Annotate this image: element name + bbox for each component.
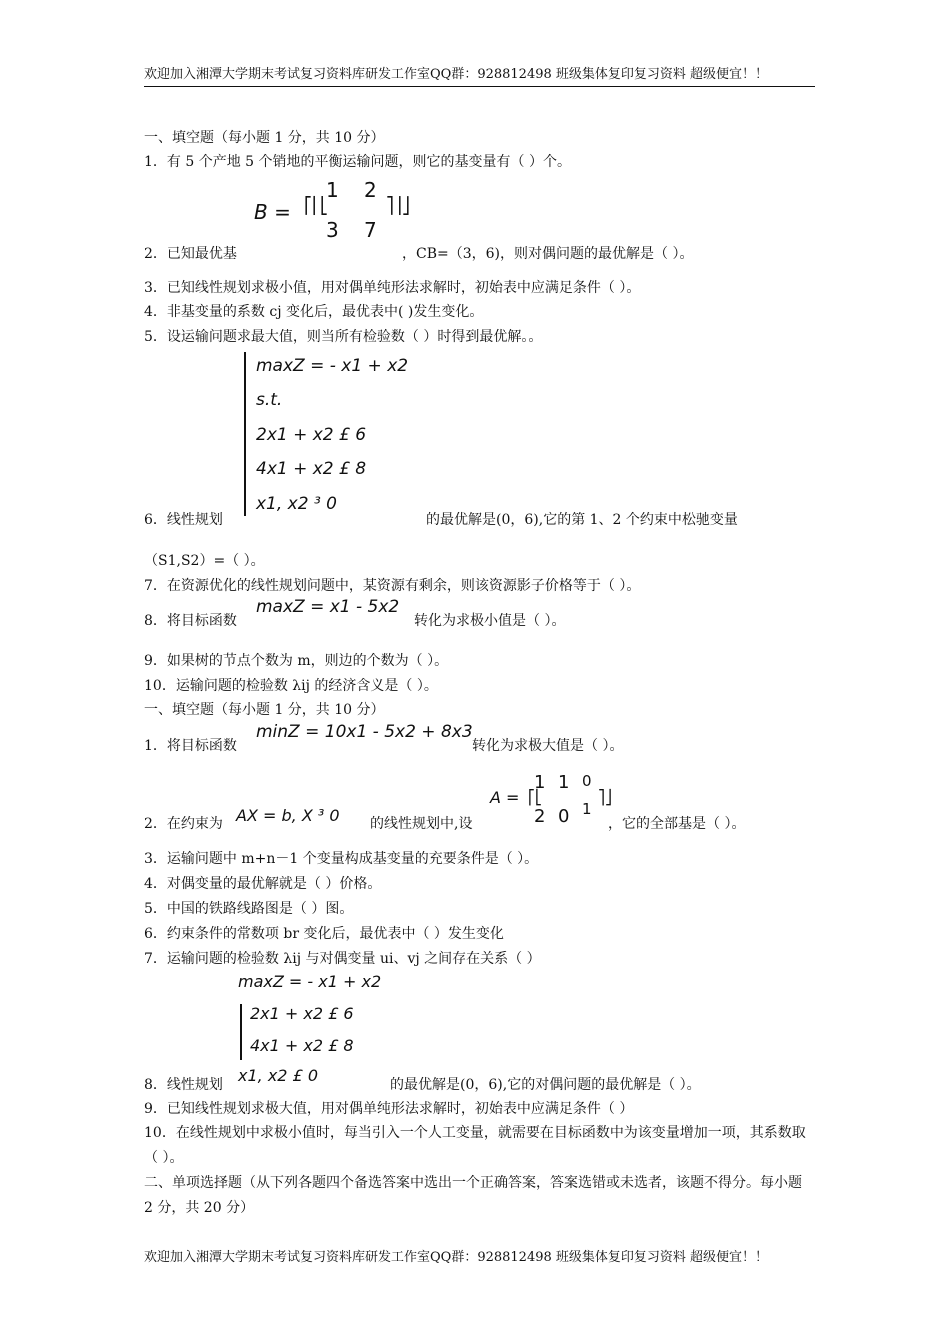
question-6-prefix: 6．线性规划 [144, 512, 223, 528]
question2-2-mid: 的线性规划中,设 [370, 816, 473, 832]
question2-7: 7．运输问题的检验数 λij 与对偶变量 ui、vj 之间存在关系（ ） [144, 951, 541, 967]
section-title-fill-blank: 一、填空题（每小题 1 分，共 10 分） [144, 130, 385, 146]
question2-2-suffix: ，它的全部基是（ ）。 [608, 816, 746, 832]
lp2-constraint-1: 2x1 + x2 £ 6 [250, 1004, 354, 1023]
question2-9: 9．已知线性规划求极大值，用对偶单纯形法求解时，初始表中应满足条件（ ） [144, 1101, 634, 1117]
lp1-objective: maxZ = - x1 + x2 [256, 356, 409, 376]
lp2-objective: maxZ = - x1 + x2 [238, 972, 382, 991]
page-header: 欢迎加入湘潭大学期末考试复习资料库研发工作室QQ群：928812498 班级集体复印复习资料 超级便宜！！ [144, 66, 815, 87]
question-1: 1．有 5 个产地 5 个销地的平衡运输问题，则它的基变量有（ ）个。 [144, 154, 571, 170]
question-10: 10．运输问题的检验数 λij 的经济含义是（ ）。 [144, 678, 438, 694]
question2-3: 3．运输问题中 m+n－1 个变量构成基变量的充要条件是（ ）。 [144, 851, 539, 867]
lp1-constraint-1: 2x1 + x2 £ 6 [256, 425, 367, 445]
question-2-prefix: 2．已知最优基 [144, 246, 237, 262]
section-title-fill-blank-2: 一、填空题（每小题 1 分，共 10 分） [144, 702, 385, 718]
question-6-continuation: （S1,S2）=（ ）。 [144, 553, 265, 569]
question2-8-prefix: 8．线性规划 [144, 1077, 223, 1093]
question2-6: 6．约束条件的常数项 br 变化后，最优表中（ ）发生变化 [144, 926, 504, 942]
question-8-prefix: 8．将目标函数 [144, 613, 237, 629]
question2-5: 5．中国的铁路线路图是（ ）图。 [144, 901, 354, 917]
question2-2-prefix: 2．在约束为 [144, 816, 223, 832]
objective-min: minZ = 10x1 - 5x2 + 8x3 [256, 722, 473, 742]
lp1-brace [244, 352, 246, 516]
question-5: 5．设运输问题求最大值，则当所有检验数（ ）时得到最优解。。 [144, 329, 543, 345]
lp2-nonneg: x1, x2 £ 0 [238, 1066, 318, 1085]
question-4: 4．非基变量的系数 cj 变化后，最优表中( )发生变化。 [144, 304, 484, 320]
lp2-constraint-2: 4x1 + x2 £ 8 [250, 1036, 354, 1055]
lp1-st: s.t. [256, 390, 283, 410]
objective-max: maxZ = x1 - 5x2 [256, 597, 400, 617]
question-2-suffix: ，CB=（3，6)，则对偶问题的最优解是（ ）。 [402, 246, 694, 262]
question2-4: 4．对偶变量的最优解就是（ ）价格。 [144, 876, 382, 892]
lp1-constraint-2: 4x1 + x2 £ 8 [256, 459, 367, 479]
constraint-ax-b: AX = b, X ³ 0 [236, 806, 340, 825]
question2-1-prefix: 1．将目标函数 [144, 738, 237, 754]
lp2-brace [240, 1004, 242, 1060]
question2-1-suffix: 转化为求极大值是（ ）。 [472, 738, 624, 754]
question2-10: 10．在线性规划中求极小值时，每当引入一个人工变量，就需要在目标函数中为该变量增加一项，其系数取（ ）。 [144, 1125, 806, 1166]
page-footer: 欢迎加入湘潭大学期末考试复习资料库研发工作室QQ群：928812498 班级集体复印复习资料 超级便宜！！ [144, 1250, 769, 1265]
question-3: 3．已知线性规划求极小值，用对偶单纯形法求解时，初始表中应满足条件（ ）。 [144, 280, 641, 296]
matrix-a: A = ⎡⎣ 1 1 0 2 0 1 ⎤⎦ [490, 772, 612, 827]
question-9: 9．如果树的节点个数为 m，则边的个数为（ ）。 [144, 653, 449, 669]
section-title-single-choice: 二、单项选择题（从下列各题四个备选答案中选出一个正确答案，答案选错或未选者，该题不得分。每小题 2 分，共 20 分） [144, 1175, 802, 1216]
matrix-b: B = ⎡⎢⎣ 1 2 3 7 ⎤⎥⎦ [254, 178, 410, 242]
lp1-nonneg: x1, x2 ³ 0 [256, 494, 337, 514]
question2-8-suffix: 的最优解是(0，6),它的对偶问题的最优解是（ ）。 [390, 1077, 701, 1093]
question-8-suffix: 转化为求极小值是（ ）。 [414, 613, 566, 629]
question-6-suffix: 的最优解是(0，6),它的第 1、2 个约束中松驰变量 [426, 512, 738, 528]
question-7: 7．在资源优化的线性规划问题中，某资源有剩余，则该资源影子价格等于（ ）。 [144, 578, 641, 594]
